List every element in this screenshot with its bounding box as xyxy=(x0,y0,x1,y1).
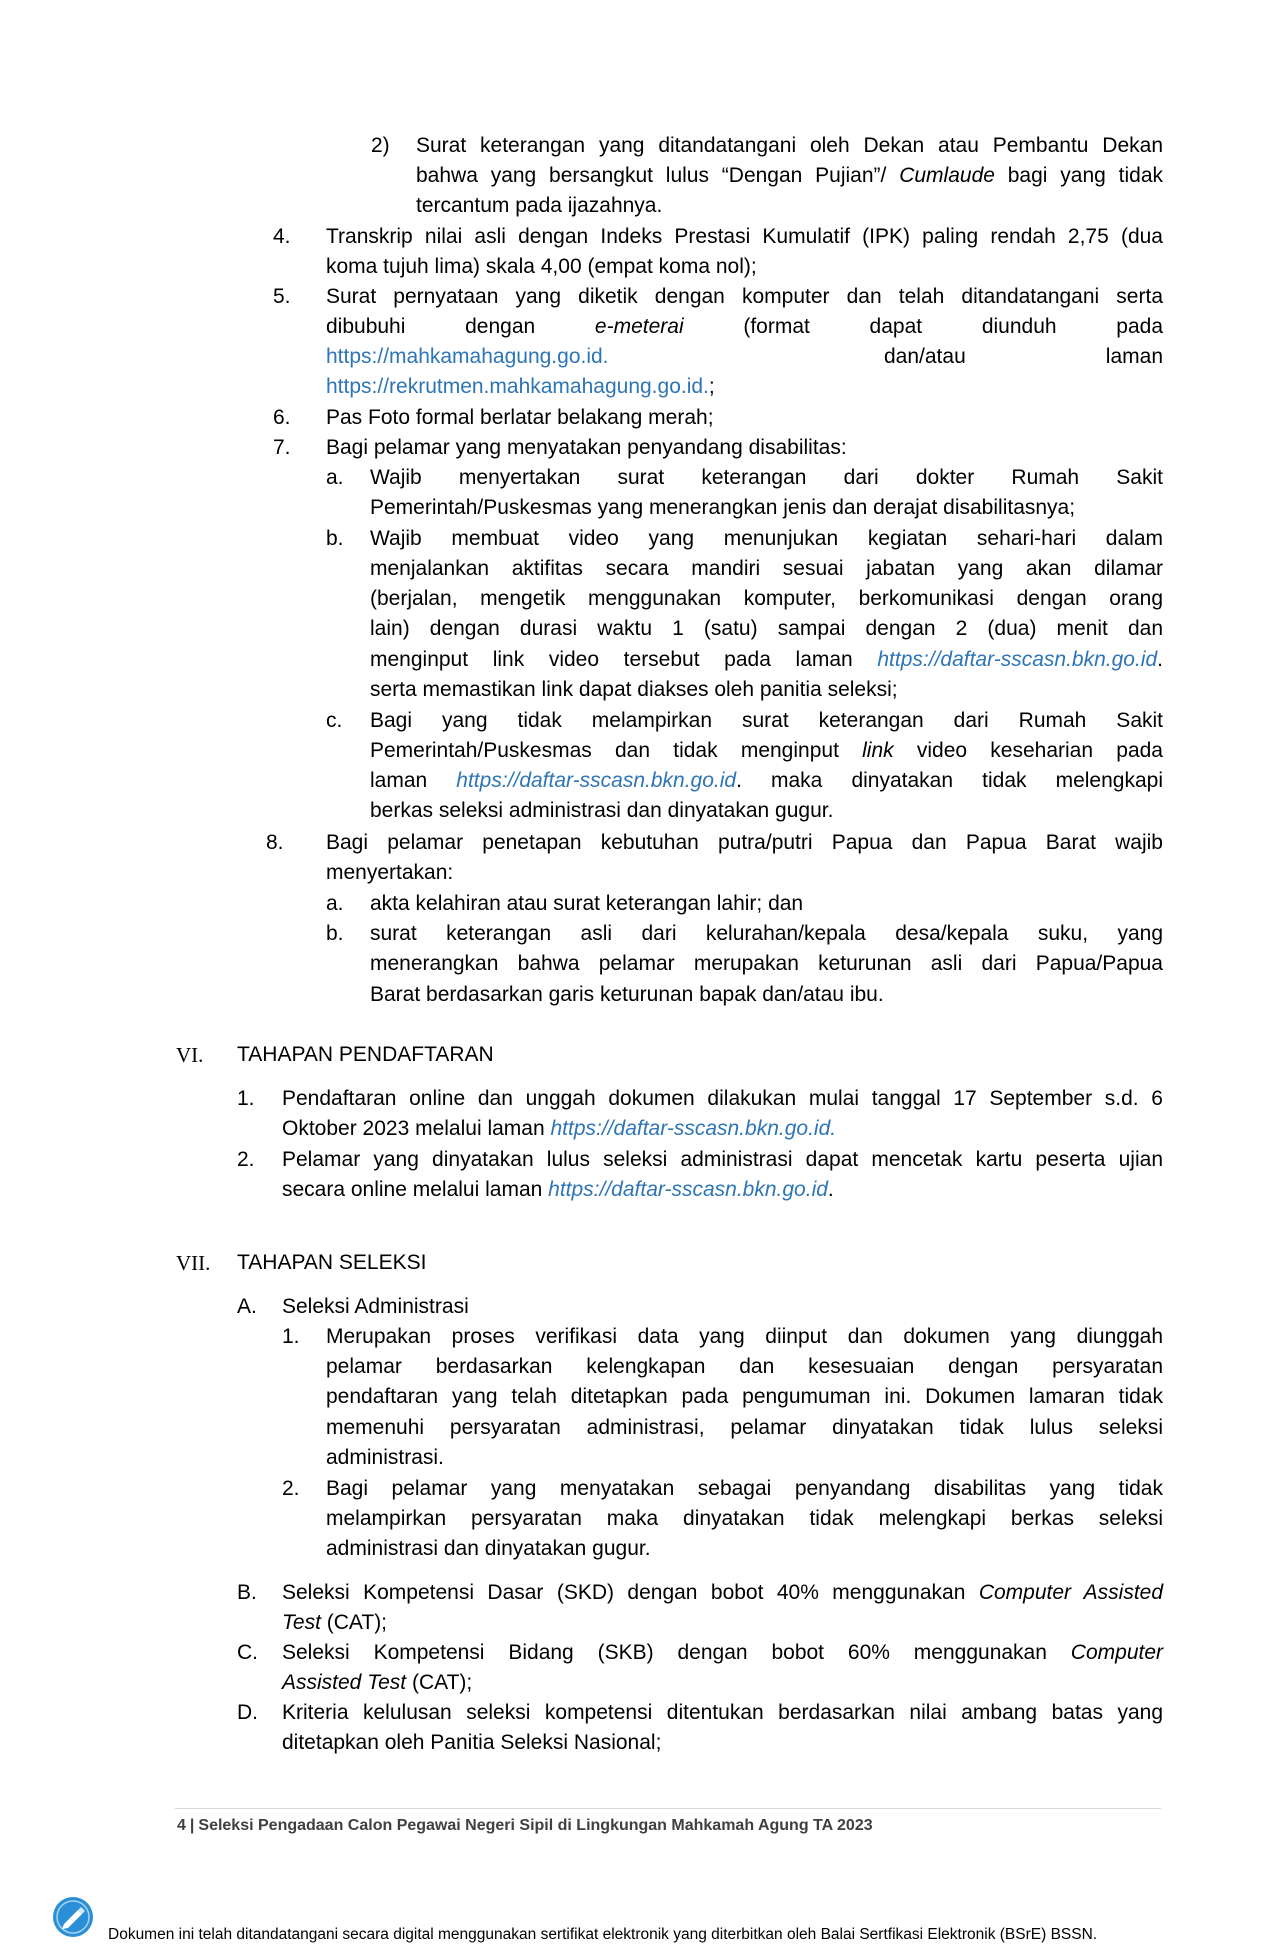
item-7b-line: menjalankan aktifitas secara mandiri sesuai jabatan yang akan dilamar xyxy=(370,557,1163,580)
section-vi-number: VI. xyxy=(176,1043,204,1067)
marker-5: 5. xyxy=(273,285,291,308)
item-5-line: Surat pernyataan yang diketik dengan komputer dan telah ditandatangani serta xyxy=(326,285,1163,308)
section-vii-d-line: Kriteria kelulusan seleksi kompetensi ditentukan berdasarkan nilai ambang batas yang xyxy=(282,1701,1163,1724)
item-7b-line: (berjalan, mengetik menggunakan komputer, berkomunikasi dengan orang xyxy=(370,587,1163,610)
mahkamahagung-link[interactable]: https://mahkamahagung.go.id. xyxy=(326,345,609,368)
marker-a-1: 1. xyxy=(282,1325,300,1348)
section-vii-a2-line: melampirkan persyaratan maka dinyatakan tidak melengkapi berkas seleksi xyxy=(326,1507,1163,1530)
section-vii-c-line: Seleksi Kompetensi Bidang (SKB) dengan bobot 60% menggunakan Computer xyxy=(282,1641,1163,1664)
section-vii-number: VII. xyxy=(176,1251,211,1275)
sscasn-link[interactable]: https://daftar-sscasn.bkn.go.id xyxy=(456,769,737,792)
item-5-line: dan/atau laman xyxy=(884,345,1163,368)
item-4-line: koma tujuh lima) skala 4,00 (empat koma nol); xyxy=(326,255,757,278)
marker-8a: a. xyxy=(326,892,344,915)
section-vii-a2-line: administrasi dan dinyatakan gugur. xyxy=(326,1537,651,1560)
section-vii-a-title: Seleksi Administrasi xyxy=(282,1295,469,1318)
marker-7a: a. xyxy=(326,466,344,489)
section-vi-title: TAHAPAN PENDAFTARAN xyxy=(237,1043,494,1066)
section-vii-a1-line: pelamar berdasarkan kelengkapan dan kesesuaian dengan persyaratan xyxy=(326,1355,1163,1378)
item-7b-line: serta memastikan link dapat diakses oleh panitia seleksi; xyxy=(370,678,898,701)
item-8a-text: akta kelahiran atau surat keterangan lahir; dan xyxy=(370,892,804,915)
item-7-text: Bagi pelamar yang menyatakan penyandang disabilitas: xyxy=(326,436,847,459)
marker-4: 4. xyxy=(273,225,291,248)
section-vi-item1-line: Pendaftaran online dan unggah dokumen dilakukan mulai tanggal 17 September s.d. 6 xyxy=(282,1087,1163,1110)
item-6-text: Pas Foto formal berlatar belakang merah; xyxy=(326,406,714,429)
marker-vii-b: B. xyxy=(237,1581,257,1604)
marker-7: 7. xyxy=(273,436,291,459)
section-vi-item2-line: Pelamar yang dinyatakan lulus seleksi administrasi dapat mencetak kartu peserta ujian xyxy=(282,1148,1163,1171)
item-2-line: bahwa yang bersangkut lulus “Dengan Pujian”/ Cumlaude bagi yang tidak xyxy=(416,164,1163,187)
item-7a-line: Wajib menyertakan surat keterangan dari dokter Rumah Sakit xyxy=(370,466,1163,489)
section-vii-a1-line: Merupakan proses verifikasi data yang diinput dan dokumen yang diunggah xyxy=(326,1325,1163,1348)
digital-signature-note: Dokumen ini telah ditandatangani secara digital menggunakan sertifikat elektronik yang diterbitkan oleh Balai Sertfikasi Elektronik (BSrE) BSSN. xyxy=(108,1926,1098,1943)
item-7b-line: lain) dengan durasi waktu 1 (satu) sampai dengan 2 (dua) menit dan xyxy=(370,617,1163,640)
rekrutmen-link[interactable]: https://rekrutmen.mahkamahagung.go.id.; xyxy=(326,375,715,398)
item-7c-line: berkas seleksi administrasi dan dinyatakan gugur. xyxy=(370,799,834,822)
section-vii-title: TAHAPAN SELEKSI xyxy=(237,1251,427,1274)
marker-vi-1: 1. xyxy=(237,1087,255,1110)
marker-vi-2: 2. xyxy=(237,1148,255,1171)
item-2-line: tercantum pada ijazahnya. xyxy=(416,194,663,217)
section-vi-item2-line: secara online melalui laman https://daftar-sscasn.bkn.go.id. xyxy=(282,1178,834,1201)
item-8b-line: Barat berdasarkan garis keturunan bapak dan/atau ibu. xyxy=(370,983,884,1006)
section-vii-a2-line: Bagi pelamar yang menyatakan sebagai penyandang disabilitas yang tidak xyxy=(326,1477,1163,1500)
page-footer xyxy=(177,1814,873,1838)
section-vii-a1-line: administrasi. xyxy=(326,1446,444,1469)
item-8-line: Bagi pelamar penetapan kebutuhan putra/putri Papua dan Papua Barat wajib xyxy=(326,831,1163,854)
marker-vii-d: D. xyxy=(237,1701,258,1724)
marker-6: 6. xyxy=(273,406,291,429)
section-vii-c-line: Assisted Test (CAT); xyxy=(282,1671,473,1694)
marker-8b: b. xyxy=(326,922,344,945)
item-4-line: Transkrip nilai asli dengan Indeks Prestasi Kumulatif (IPK) paling rendah 2,75 (dua xyxy=(326,225,1163,248)
item-7c-line: Bagi yang tidak melampirkan surat keterangan dari Rumah Sakit xyxy=(370,709,1163,732)
item-2-line: Surat keterangan yang ditandatangani oleh Dekan atau Pembantu Dekan xyxy=(416,134,1163,157)
item-5-line: dibubuhi dengan e-meterai (format dapat diunduh pada xyxy=(326,315,1163,338)
section-vii-b-line: Test (CAT); xyxy=(282,1611,388,1634)
item-8-line: menyertakan: xyxy=(326,861,454,884)
sscasn-link[interactable]: https://daftar-sscasn.bkn.go.id xyxy=(877,648,1158,671)
marker-2: 2) xyxy=(371,134,390,157)
section-vii-a1-line: memenuhi persyaratan administrasi, pelamar dinyatakan tidak lulus seleksi xyxy=(326,1416,1163,1439)
marker-a-2: 2. xyxy=(282,1477,300,1500)
bsre-signature-icon xyxy=(52,1896,94,1938)
marker-7b: b. xyxy=(326,527,344,550)
item-8b-line: menerangkan bahwa pelamar merupakan keturunan asli dari Papua/Papua xyxy=(370,952,1163,975)
item-7b-line: menginput link video tersebut pada laman https://daftar-sscasn.bkn.go.id. xyxy=(370,648,1163,671)
sscasn-link[interactable]: https://daftar-sscasn.bkn.go.id. xyxy=(550,1117,837,1140)
marker-vii-a: A. xyxy=(237,1295,257,1318)
item-8b-line: surat keterangan asli dari kelurahan/kepala desa/kepala suku, yang xyxy=(370,922,1163,945)
marker-7c: c. xyxy=(326,709,343,732)
footer-separator: | xyxy=(189,1817,195,1834)
marker-8: 8. xyxy=(266,831,284,854)
footer-divider xyxy=(175,1808,1161,1809)
section-vii-b-line: Seleksi Kompetensi Dasar (SKD) dengan bobot 40% menggunakan Computer Assisted xyxy=(282,1581,1164,1604)
item-7a-line: Pemerintah/Puskesmas yang menerangkan jenis dan derajat disabilitasnya; xyxy=(370,496,1076,519)
section-vi-item1-line: Oktober 2023 melalui laman https://daftar-sscasn.bkn.go.id. xyxy=(282,1117,837,1140)
section-vii-d-line: ditetapkan oleh Panitia Seleksi Nasional; xyxy=(282,1731,662,1754)
sscasn-link[interactable]: https://daftar-sscasn.bkn.go.id xyxy=(548,1178,828,1201)
page-number: 4 xyxy=(177,1817,186,1834)
item-7c-line: laman https://daftar-sscasn.bkn.go.id. maka dinyatakan tidak melengkapi xyxy=(370,769,1163,792)
marker-vii-c: C. xyxy=(237,1641,258,1664)
section-vii-a1-line: pendaftaran yang telah ditetapkan pada pengumuman ini. Dokumen lamaran tidak xyxy=(326,1385,1163,1408)
footer-title: Seleksi Pengadaan Calon Pegawai Negeri Sipil di Lingkungan Mahkamah Agung TA 2023 xyxy=(198,1817,873,1834)
item-7c-line: Pemerintah/Puskesmas dan tidak menginput link video keseharian pada xyxy=(370,739,1163,762)
item-7b-line: Wajib membuat video yang menunjukan kegiatan sehari-hari dalam xyxy=(370,527,1163,550)
